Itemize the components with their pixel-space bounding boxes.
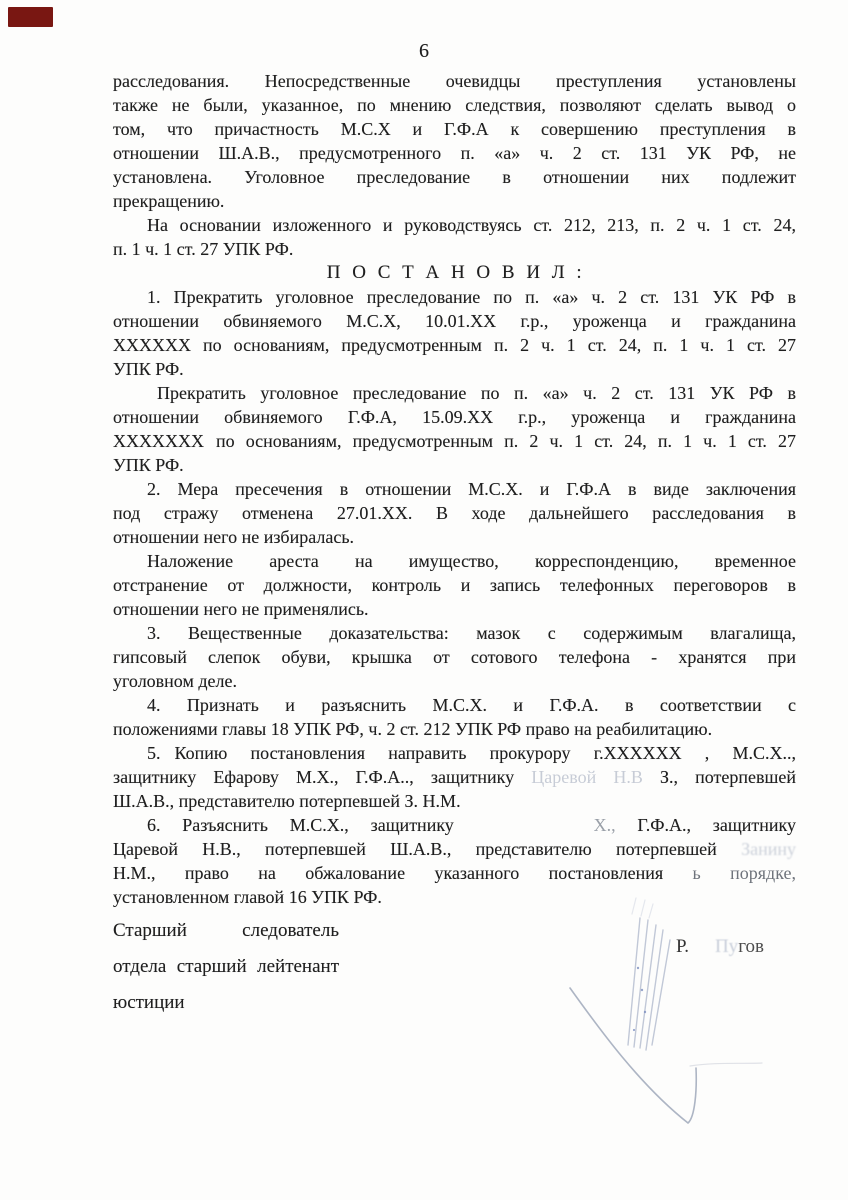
text-segment: отношении Ш.А.В., предусмотренного п. «а» ч. 2 ст. 131 УК РФ, не: [113, 143, 796, 163]
text-segment: отношении него не применялись.: [113, 599, 369, 619]
text-segment: 1. Прекратить уголовное преследование по п. «а» ч. 2 ст. 131 УК РФ в: [147, 287, 796, 307]
text-segment: Копию постановления направить прокурору г.ХХХХХХ , М.С.Х..,: [174, 743, 796, 763]
text-segment: п. 1 ч. 1 ст. 27 УПК РФ.: [113, 239, 294, 259]
signatory-initial: Р.: [676, 936, 689, 957]
text-line: [113, 789, 796, 813]
text-segment: Царевой Н.В., потерпевшей Ш.А.В., представителю потерпевшей: [113, 839, 742, 859]
text-line: [113, 405, 796, 429]
text-segment: положениями главы 18 УПК РФ, ч. 2 ст. 212 УПК РФ право на реабилитацию.: [113, 719, 713, 739]
erased-text-fragment: Царевой Н.В: [531, 767, 643, 787]
text-segment: юстиции: [113, 992, 185, 1013]
text-line: [113, 525, 796, 549]
text-line: [113, 141, 796, 165]
page-number: 6: [419, 40, 429, 62]
text-line: [113, 381, 796, 405]
text-line: [113, 913, 339, 949]
text-segment: установленном главой 16 УПК РФ.: [113, 887, 382, 907]
text-line: [113, 333, 796, 357]
text-segment: Старший следователь: [113, 920, 339, 941]
erased-text-gap: [476, 830, 594, 831]
corner-redaction-mark: [8, 7, 53, 27]
text-line: [113, 165, 796, 189]
erased-text-gap: [161, 758, 175, 759]
erased-text-fragment: Х.,: [593, 815, 616, 835]
text-line: [113, 93, 796, 117]
signatory-surname-tail: гов: [738, 936, 764, 957]
text-segment: 2. Мера пресечения в отношении М.С.Х. и Г.Ф.А в виде заключения: [147, 479, 796, 499]
signatory-erased-middle: Пу: [714, 936, 739, 957]
text-segment: по основаниям, предусмотренным п. 2 ч. 1 ст. 24, п. 1 ч. 1 ст. 27: [216, 431, 796, 451]
text-line: [113, 949, 339, 985]
text-segment: по основаниям, предусмотренным п. 2 ч. 1 ст. 24, п. 1 ч. 1 ст. 27: [203, 335, 796, 355]
text-segment: отношении него не избиралась.: [113, 527, 355, 547]
text-line: [113, 357, 796, 381]
text-line: [113, 237, 796, 261]
text-line: [113, 501, 796, 525]
erased-text-fragment: ь порядке,: [692, 863, 796, 883]
text-line: [113, 597, 796, 621]
text-line: [113, 717, 796, 741]
text-segment: 4. Признать и разъяснить М.С.Х. и Г.Ф.А. в соответствии с: [147, 695, 796, 715]
erased-text-gap: [191, 350, 203, 351]
text-line: [113, 765, 796, 789]
text-segment: защитнику Ефарову М.Х., Г.Ф.А.., защитнику: [113, 767, 532, 787]
text-line: [113, 813, 796, 837]
text-line: [113, 621, 796, 645]
text-line: [113, 645, 796, 669]
signature-title-block: [113, 913, 339, 1021]
text-segment: отношении обвиняемого Г.Ф.А, 15.09.ХХ г.р., уроженца и гражданина: [113, 407, 796, 427]
text-segment: том, что причастность М.С.Х и Г.Ф.А к совершению преступления в: [113, 119, 796, 139]
text-segment: расследования. Непосредственные очевидцы преступления установлены: [113, 71, 796, 91]
text-line: [113, 477, 796, 501]
text-line: [113, 741, 796, 765]
text-segment: отстранение от должности, контроль и запись телефонных переговоров в: [113, 575, 796, 595]
text-segment: ХХХХХХХ: [113, 431, 204, 451]
text-line: [113, 669, 796, 693]
text-segment: установлена. Уголовное преследование в отношении них подлежит: [113, 167, 796, 187]
text-line: [113, 117, 796, 141]
text-line: [113, 837, 796, 861]
text-segment: 5.: [147, 743, 161, 763]
handwritten-signature: [550, 880, 810, 1150]
text-segment: УПК РФ.: [113, 359, 184, 379]
text-line: [113, 213, 796, 237]
text-segment: Г.Ф.А., защитнику: [615, 815, 796, 835]
text-line: [113, 985, 339, 1021]
text-segment: отношении обвиняемого М.С.Х, 10.01.ХХ г.р., уроженца и гражданина: [113, 311, 796, 331]
text-segment: 6. Разъяснить М.С.Х., защитнику: [147, 815, 476, 835]
text-line: [113, 189, 796, 213]
text-segment: гипсовый слепок обуви, крышка от сотового телефона - хранятся при: [113, 647, 796, 667]
text-segment: прекращению.: [113, 191, 225, 211]
text-segment: 3. Вещественные доказательства: мазок с содержимым влагалища,: [147, 623, 796, 643]
text-segment: П О С Т А Н О В И Л :: [326, 262, 583, 283]
text-line: [113, 549, 796, 573]
text-line: [113, 693, 796, 717]
text-line: [113, 285, 796, 309]
text-segment: ХХХХХХ: [113, 335, 191, 355]
text-segment: На основании изложенного и руководствуясь ст. 212, 213, п. 2 ч. 1 ст. 24,: [147, 215, 796, 235]
text-line: [113, 453, 796, 477]
text-segment: З., потерпевшей: [642, 767, 796, 787]
text-segment: Прекратить уголовное преследование по п. «а» ч. 2 ст. 131 УК РФ в: [157, 383, 796, 403]
resolution-heading: [113, 261, 796, 285]
text-line: [113, 429, 796, 453]
text-segment: Ш.А.В., представителю потерпевшей З. Н.М.: [113, 791, 461, 811]
text-line: [113, 69, 796, 93]
text-line: [113, 573, 796, 597]
text-segment: Н.М., право на обжалование указанного постановления: [113, 863, 693, 883]
text-line: [113, 309, 796, 333]
erased-text-fragment: Занину: [741, 839, 796, 859]
text-segment: также не были, указанное, по мнению следствия, позволяют сделать вывод о: [113, 95, 796, 115]
document-body: [113, 69, 796, 909]
text-segment: отдела старший лейтенант: [113, 956, 339, 977]
text-segment: Наложение ареста на имущество, корреспонденцию, временное: [147, 551, 796, 571]
text-segment: под стражу отменена 27.01.ХХ. В ходе дальнейшего расследования в: [113, 503, 796, 523]
erased-text-gap: [204, 446, 216, 447]
text-segment: уголовном деле.: [113, 671, 237, 691]
text-segment: УПК РФ.: [113, 455, 184, 475]
